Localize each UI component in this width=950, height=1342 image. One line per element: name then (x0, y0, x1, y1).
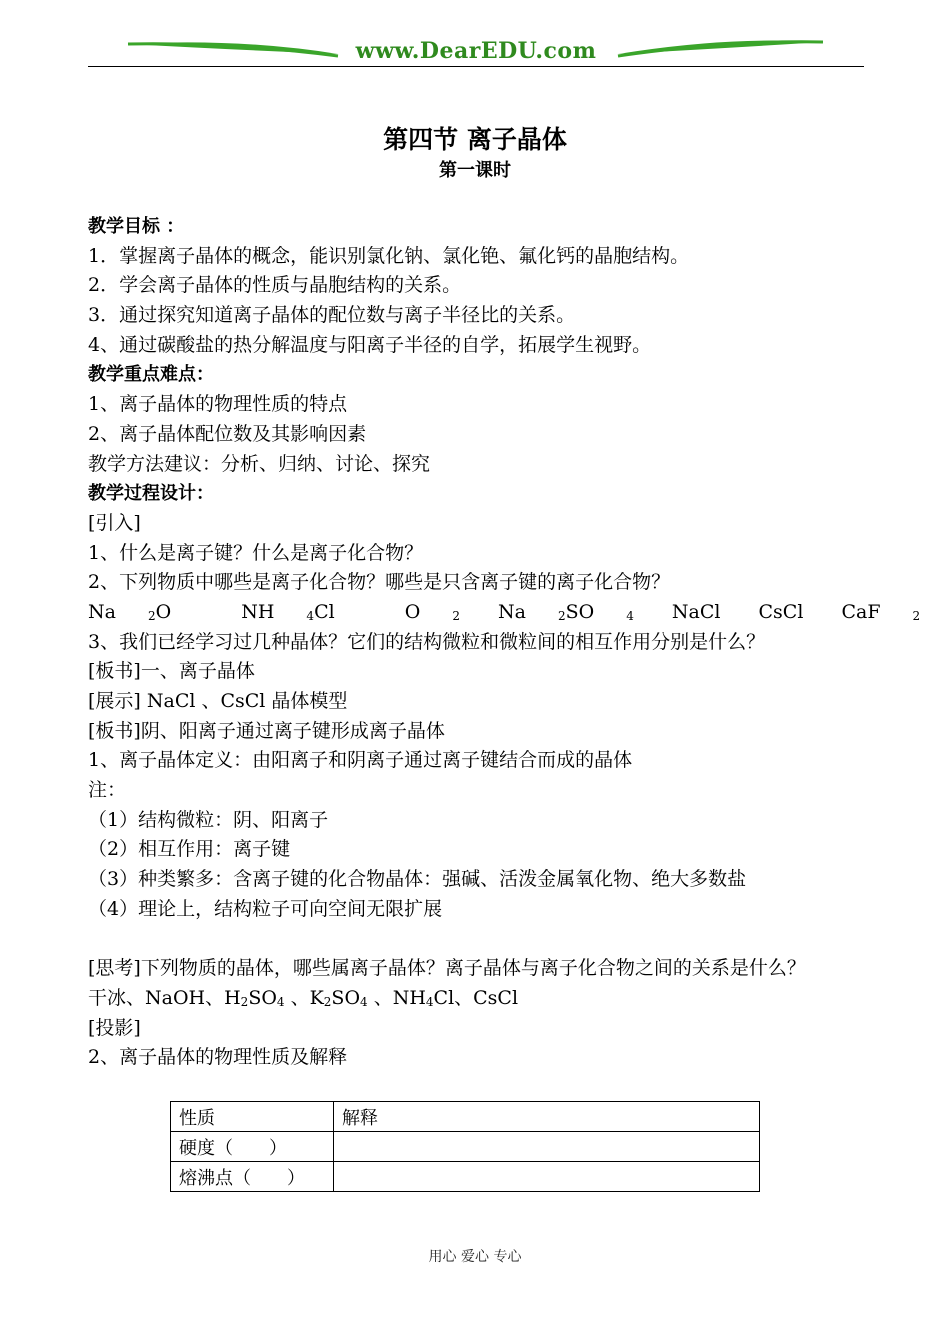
formula-na2o: Na $_2$O (88, 600, 172, 623)
formula-nacl: NaCl (671, 600, 721, 623)
intro-tag: [引入] (88, 511, 141, 534)
show-note: [展示] NaCl 、CsCl 晶体模型 (88, 690, 348, 712)
objective-item: 2．学会离子晶体的性质与晶胞结构的关系。 (88, 274, 462, 297)
key-points-heading: 教学重点难点： (88, 364, 214, 386)
properties-table (170, 1101, 760, 1192)
table-cell (334, 1162, 760, 1192)
note-item: （4）理论上，结构粒子可向空间无限扩展 (88, 897, 443, 920)
page-title: 第四节 离子晶体 (383, 125, 567, 154)
table-cell: 硬度（ ） (171, 1132, 334, 1162)
note-item: （2）相互作用：离子键 (88, 838, 291, 861)
page-subtitle: 第一课时 (439, 160, 511, 181)
section-2-heading: 2、离子晶体的物理性质及解释 (88, 1046, 348, 1069)
board-note-1: [板书]一、离子晶体 (88, 660, 255, 683)
site-logo: www.DearEDU.com (355, 38, 597, 64)
table-header-cell: 解释 (334, 1102, 760, 1132)
spacer (88, 925, 868, 955)
table-cell (334, 1132, 760, 1162)
definition: 1、离子晶体定义：由阳离子和阴离子通过离子键结合而成的晶体 (88, 749, 633, 772)
table-row (171, 1162, 760, 1192)
objective-item: 4、通过碳酸盐的热分解温度与阳离子半径的自学，拓展学生视野。 (88, 333, 652, 356)
table-header-cell: 性质 (171, 1102, 334, 1132)
lesson-content (88, 212, 921, 1073)
process-heading: 教学过程设计： (88, 483, 214, 505)
question-2: 2、下列物质中哪些是离子化合物？哪些是只含离子键的离子化合物？ (88, 571, 671, 594)
table-header-row (171, 1102, 760, 1132)
page-footer: 用心 爱心 专心 (428, 1249, 522, 1265)
formula-caf2: CaF $_2$ (841, 600, 921, 623)
table-row (171, 1132, 760, 1162)
teaching-method: 教学方法建议：分析、归纳、讨论、探究 (88, 452, 431, 475)
think-question: [思考]下列物质的晶体，哪些属离子晶体？离子晶体与离子化合物之间的关系是什么？ (88, 957, 806, 980)
note-label: 注： (88, 779, 127, 802)
objective-item: 1．掌握离子晶体的概念，能识别氯化钠、氯化铯、氟化钙的晶胞结构。 (88, 244, 690, 267)
header-divider (88, 66, 864, 67)
key-point-item: 2、离子晶体配位数及其影响因素 (88, 422, 367, 445)
objective-item: 3．通过探究知道离子晶体的配位数与离子半径比的关系。 (88, 304, 576, 327)
formula-cscl: CsCl (758, 600, 804, 623)
objectives-heading: 教学目标 ： (88, 216, 185, 237)
note-item: （1）结构微粒：阴、阳离子 (88, 808, 329, 831)
question-3: 3、我们已经学习过几种晶体？它们的结构微粒和微粒间的相互作用分别是什么？ (88, 630, 766, 653)
formula-o2: O $_2$ (404, 600, 460, 623)
question-1: 1、什么是离子键？什么是离子化合物？ (88, 541, 424, 564)
substance-list: 干冰、NaOH、$H_2SO_4$ 、$K_2SO_4$ 、$NH_4Cl$、CsCl (88, 986, 519, 1009)
key-point-item: 1、离子晶体的物理性质的特点 (88, 393, 348, 416)
projection-tag: [投影] (88, 1016, 141, 1039)
formula-nh4cl: NH $_4$Cl (241, 600, 335, 623)
table-cell: 熔沸点（ ） (171, 1162, 334, 1192)
formula-list (88, 598, 921, 628)
page-header (88, 30, 864, 70)
formula-na2so4: Na $_2$SO $_4$ (498, 600, 634, 623)
note-item: （3）种类繁多：含离子键的化合物晶体：强碱、活泼金属氧化物、绝大多数盐 (88, 868, 747, 891)
board-note-2: [板书]阴、阳离子通过离子键形成离子晶体 (88, 719, 445, 742)
